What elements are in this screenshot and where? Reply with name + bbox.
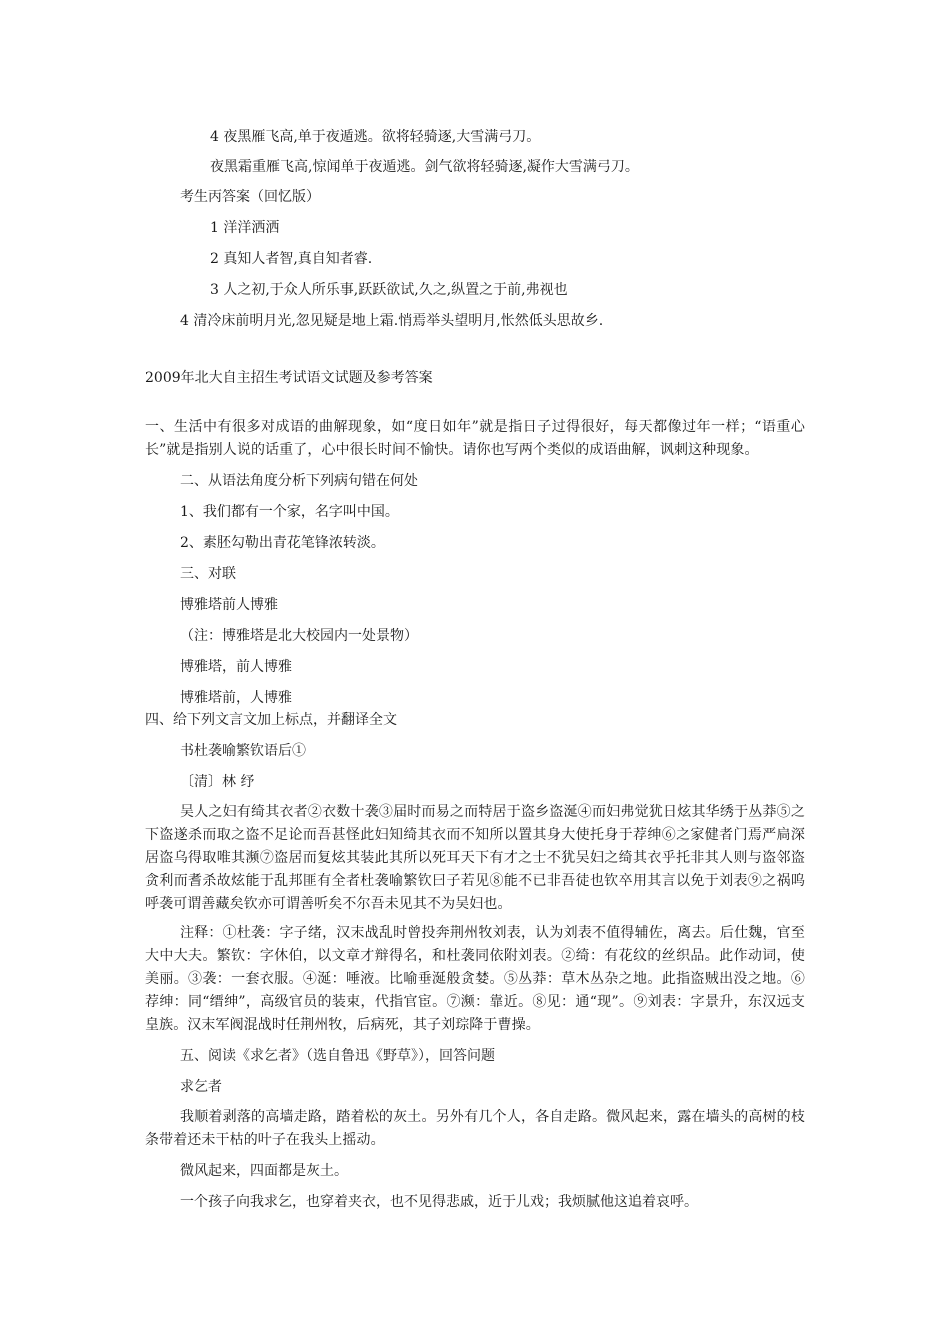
question-5-heading: 五、阅读《求乞者》（选自鲁迅《野草》），回答问题: [180, 1048, 495, 1064]
answer-bing-3: 3 人之初,于众人所乐事,跃跃欲试,久之,纵置之于前,弗视也: [210, 282, 568, 298]
couplet-note: （注：博雅塔是北大校园内一处景物）: [180, 628, 418, 644]
reading-paragraph-1: 我顺着剥落的高墙走路，踏着松的灰土。另外有几个人，各自走路。微风起来，露在墙头的高树的枝条带着还未干枯的叶子在我头上摇动。: [145, 1109, 805, 1148]
classical-text-title: 书杜袭喻繁钦语后①: [180, 743, 306, 759]
reading-paragraph-2: 微风起来，四面都是灰土。: [180, 1163, 348, 1179]
answer-q4-line2: 夜黑霜重雁飞高,惊闻单于夜遁逃。剑气欲将轻骑逐,凝作大雪满弓刀。: [210, 159, 639, 175]
answer-bing-2: 2 真知人者智,真自知者睿.: [210, 251, 373, 267]
question-2-heading: 二、从语法角度分析下列病句错在何处: [180, 473, 418, 489]
question-4-heading: 四、给下列文言文加上标点，并翻译全文: [145, 712, 397, 728]
question-2-item-1: 1、我们都有一个家，名字叫中国。: [180, 504, 399, 520]
answer-q4-line1: 4 夜黑雁飞高,单于夜遁逃。欲将轻骑逐,大雪满弓刀。: [210, 129, 541, 145]
couplet-line-3: 博雅塔前，人博雅: [180, 690, 292, 706]
classical-text-author: 〔清〕林 纾: [180, 774, 255, 790]
question-1: 一、生活中有很多对成语的曲解现象，如“度日如年”就是指日子过得很好，每天都像过年一样；“语重心长”就是指别人说的话重了，心中很长时间不愉快。请你也写两个类似的成语曲解，讽刺这种现象。: [145, 419, 805, 458]
classical-text-body: 吴人之妇有绮其衣者②衣数十袭③届时而易之而特居于盗乡盗涎④而妇弗觉犹日炫其华绣于丛莽⑤之下盗遂杀而取之盗不足论而吾甚怪此妇知绮其衣而不知所以置其身大使托身于荐绅⑥之家健者门焉严扃深居盗乌得取唯其濒⑦盗居而复炫其装此其所以死耳天下有才之士不犹吴妇之绮其衣乎托非其人则与盗邻盗贪利而耆杀故炫能于乱邦匪有全者杜袭喻繁钦曰子若见⑧能不已非吾徒也钦卒用其言以免于刘表⑨之祸呜呼袭可谓善藏矣钦亦可谓善听矣不尔吾未见其不为吴妇也。: [145, 804, 805, 912]
question-2-item-2: 2、素胚勾勒出青花笔锋浓转淡。: [180, 535, 385, 551]
reading-title: 求乞者: [180, 1079, 222, 1095]
reading-paragraph-3: 一个孩子向我求乞，也穿着夹衣，也不见得悲戚，近于儿戏；我烦腻他这追着哀呼。: [180, 1194, 698, 1210]
couplet-line-2: 博雅塔，前人博雅: [180, 659, 292, 675]
answer-bing-heading: 考生丙答案（回忆版）: [180, 189, 320, 205]
answer-bing-1: 1 洋洋洒洒: [210, 220, 280, 236]
answer-bing-4: 4 清冷床前明月光,忽见疑是地上霜.悄焉举头望明月,怅然低头思故乡.: [180, 313, 604, 329]
couplet-line-1: 博雅塔前人博雅: [180, 597, 278, 613]
exam-title: 2009年北大自主招生考试语文试题及参考答案: [145, 370, 433, 386]
question-3-heading: 三、对联: [180, 566, 236, 582]
classical-text-notes: 注释：①杜袭：字子绪，汉末战乱时曾投奔荆州牧刘表，认为刘表不值得辅佐，离去。后仕魏，官至大中大夫。繁钦：字休伯，以文章才辩得名，和杜袭同依附刘表。②绮：有花纹的丝织品。此作动词，使美丽。③袭：一套衣服。④涎：唾液。比喻垂涎般贪婪。⑤丛莽：草木丛杂之地。此指盗贼出没之地。⑥荐绅：同“缙绅”，高级官员的装束，代指官宦。⑦濒：靠近。⑧见：通“现”。⑨刘表：字景升，东汉远支皇族。汉末军阀混战时任荆州牧，后病死，其子刘琮降于曹操。: [145, 925, 805, 1033]
